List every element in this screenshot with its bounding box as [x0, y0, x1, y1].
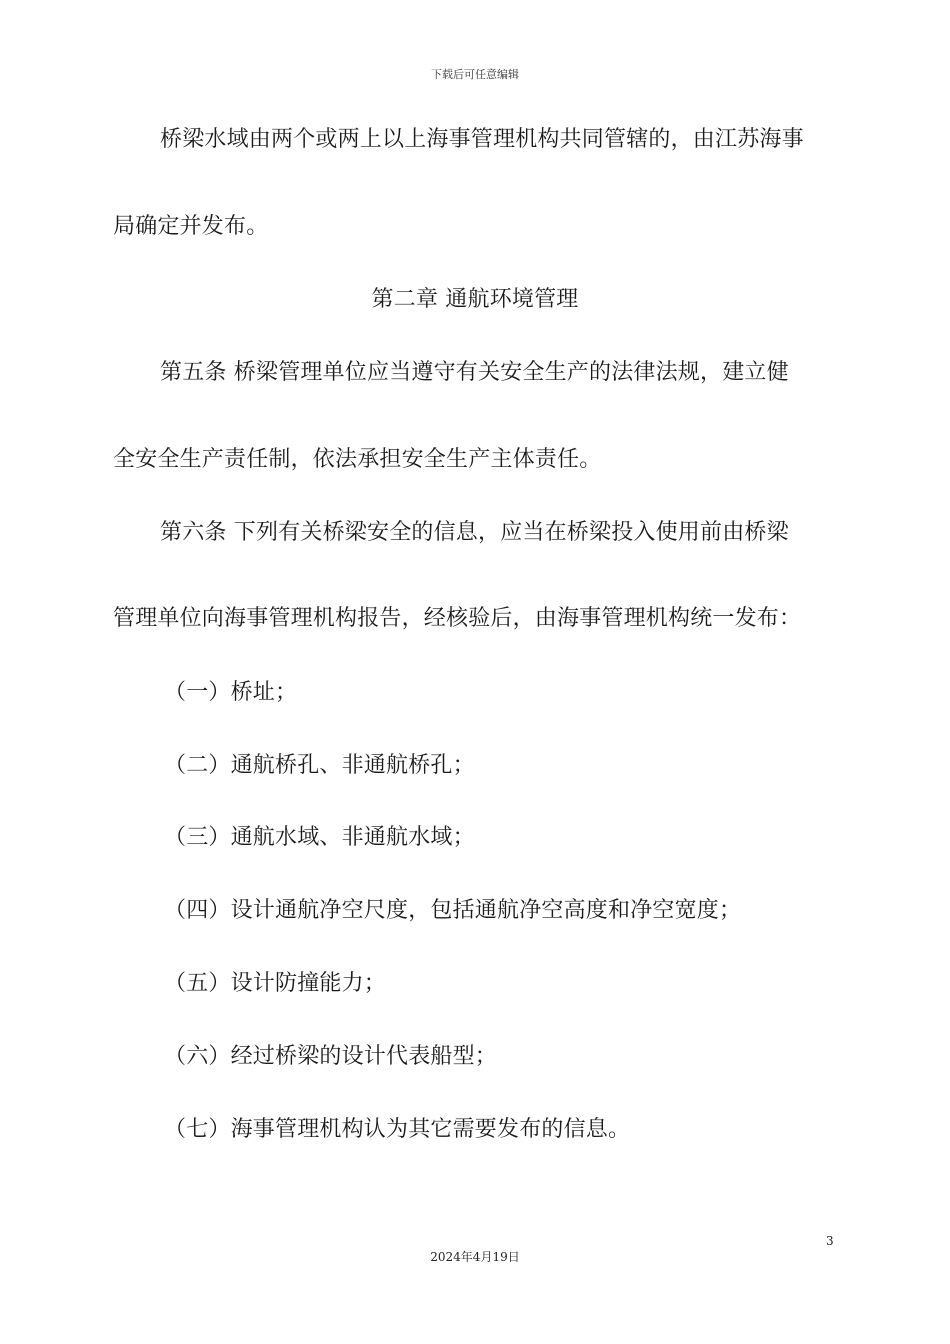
- article-6-line-2: 管理单位向海事管理机构报告，经核验后，由海事管理机构统一发布：: [113, 606, 802, 631]
- header-note: 下载后可任意编辑: [431, 68, 519, 81]
- paragraph-1-line-2: 局确定并发布。: [113, 214, 269, 239]
- chapter-title: 第二章 通航环境管理: [371, 287, 579, 312]
- article-5-line-2: 全安全生产责任制，依法承担安全生产主体责任。: [113, 447, 602, 472]
- list-item-7: （七）海事管理机构认为其它需要发布的信息。: [164, 1117, 631, 1142]
- list-item-6: （六）经过桥梁的设计代表船型；: [164, 1044, 498, 1069]
- page-number: 3: [826, 1234, 834, 1248]
- paragraph-1-line-1: 桥梁水域由两个或两上以上海事管理机构共同管辖的，由江苏海事: [160, 127, 804, 152]
- list-item-1: （一）桥址；: [164, 680, 298, 705]
- list-item-3: （三）通航水域、非通航水域；: [164, 825, 475, 850]
- list-item-2: （二）通航桥孔、非通航桥孔；: [164, 753, 475, 778]
- list-item-5: （五）设计防撞能力；: [164, 971, 387, 996]
- article-6-line-1: 第六条 下列有关桥梁安全的信息，应当在桥梁投入使用前由桥梁: [160, 520, 789, 545]
- article-5-line-1: 第五条 桥梁管理单位应当遵守有关安全生产的法律法规，建立健: [160, 360, 789, 385]
- footer-date: 2024年4月19日: [430, 1250, 520, 1264]
- list-item-4: （四）设计通航净空尺度，包括通航净空高度和净空宽度；: [164, 898, 742, 923]
